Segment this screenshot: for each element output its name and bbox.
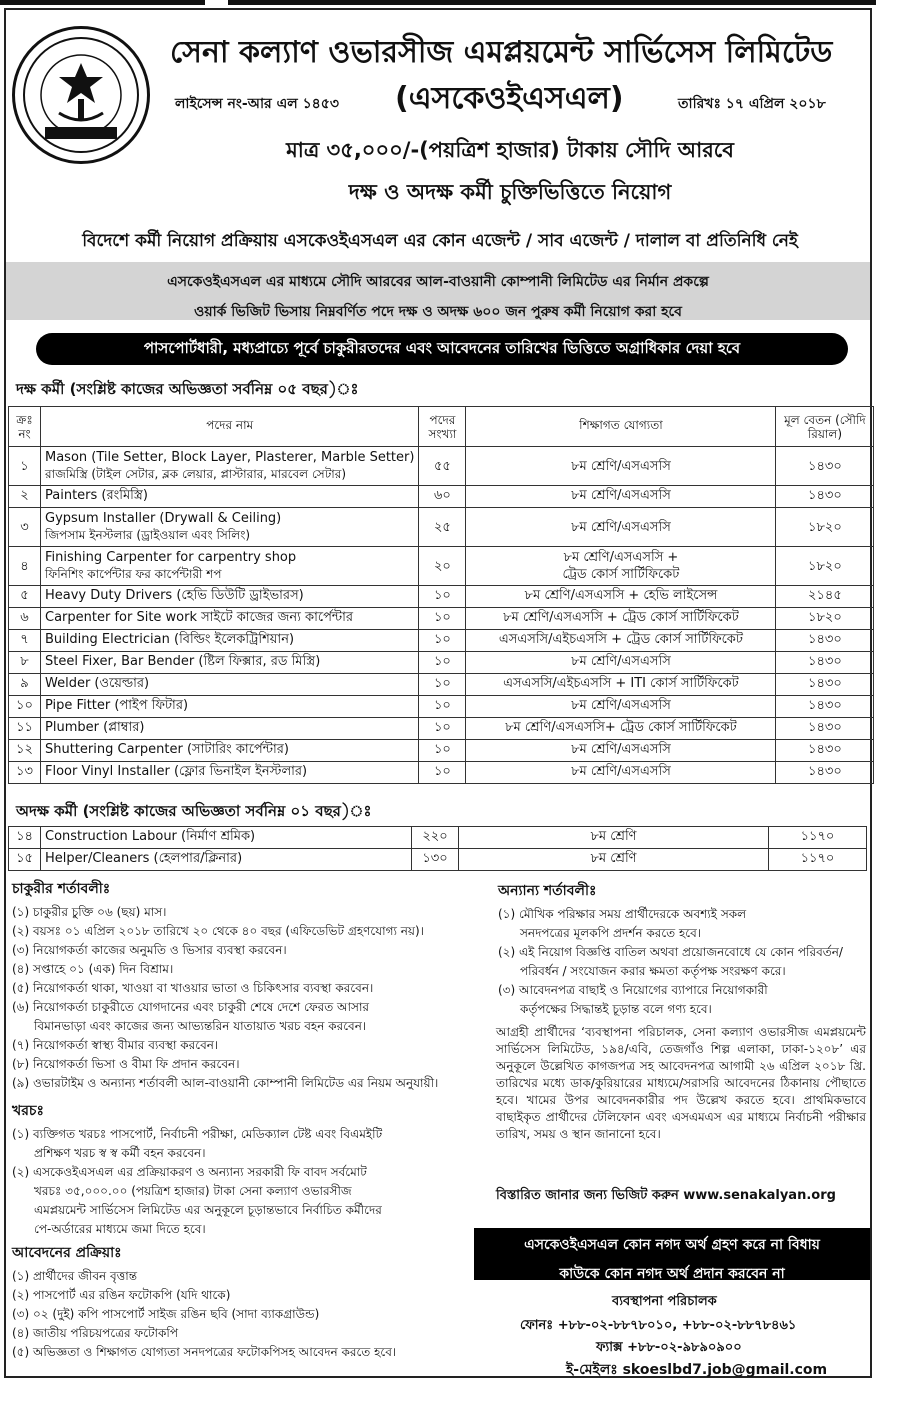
education: ৮ম শ্রেণি [590, 829, 637, 844]
education: ৮ম শ্রেণি/এসএসসি [571, 519, 671, 535]
salary: ২১৪৫ [808, 588, 842, 603]
row-post [41, 586, 419, 608]
job-term-line: (৯) ওভারটাইম ও অন্যান্য শর্তাবলী আল-বাওয়ানী কোম্পানী লিমিটেড এর নিয়ম অনুযায়ী। [12, 1076, 439, 1090]
salary: ১১৭০ [800, 829, 835, 844]
row-count [412, 849, 459, 871]
row-post [41, 849, 412, 871]
row-serial [9, 740, 41, 762]
salary: ১৪৩০ [808, 676, 842, 691]
education: ৮ম শ্রেণি/এসএসসি + ট্রেড কোর্স সার্টিফিকেট [503, 610, 739, 625]
post-name: Carpenter for Site work সাইটে কাজের জন্য কার্পেন্টার [45, 610, 354, 625]
job-terms-heading: চাকুরীর শর্তাবলীঃ [12, 881, 111, 897]
serial-number: ২ [20, 488, 29, 503]
application-line: (৩) ০২ (দুই) কপি পাসপোর্ট সাইজ রঙিন ছবি (সাদা ব্যাকগ্রাউন্ড) [12, 1307, 320, 1321]
post-count: ১০ [433, 742, 451, 757]
apply-instructions: আগ্রহী প্রার্থীদের ‘ব্যবস্থাপনা পরিচালক, সেনা কল্যাণ ওভারসীজ এমপ্লয়মেন্ট সার্ভিসেস লিমিটেড, ১৯৪/এবি, তেজগাঁও শিল্প এলাকা, ঢাকা-১২০৮’ এর অনুকূলে উল্লেখিত কাগজপত্র সহ আবেদনপত্র আগামী ২৬ এপ্রিল ২০১৮ খ্রি. তারিখের মধ্যে ডাক/কুরিয়ারের মাধ্যমে/সরাসরি আবেদনের ঠিকানায় পৌছাতে হবে। খামের উপর আবেদনকারীর পদ উল্লেখ করতে হবে। প্রাথমিকভাবে বাছাইকৃত প্রার্থীদের টেলিফোন এবং এসএমএস এর মাধ্যমে নির্বাচনী পরীক্ষার তারিখ, সময় ও স্থান জানানো হবে। [496, 1025, 866, 1141]
row-count [419, 630, 466, 652]
row-post [41, 630, 419, 652]
education: ৮ম শ্রেণি/এসএসসি [571, 698, 671, 713]
salary: ১৮২০ [808, 610, 842, 625]
row-education [466, 508, 776, 547]
salary: ১৪৩০ [808, 764, 842, 779]
post-name: Heavy Duty Drivers (হেভি ডিউটি ড্রাইভারস) [45, 588, 304, 603]
serial-number: ১১ [16, 720, 33, 735]
intro-line-2: ওয়ার্ক ভিজিট ভিসায় নিম্নবর্ণিত পদে দক্ষ ও অদক্ষ ৬০০ জন পুরুষ কর্মী নিয়োগ করা হবে [194, 304, 682, 320]
other-term-line: (৩) আবেদনপত্র বাছাই ও নিয়োগের ব্যাপারে নিয়োগকারী [498, 983, 768, 997]
salary: ১৪৩০ [808, 742, 842, 757]
col-serial: ক্রঃ নং [9, 407, 41, 447]
serial-number: ১ [20, 458, 29, 474]
table-row [9, 586, 874, 608]
row-salary [776, 652, 874, 674]
application-process [12, 1244, 396, 1362]
cash-notice-line-2: কাউকে কোন নগদ অর্থ প্রদান করবেন না [559, 1266, 785, 1282]
education: ৮ম শ্রেণি/এসএসসি [571, 654, 671, 669]
costs-heading: খরচঃ [12, 1103, 44, 1119]
post-name: Construction Labour (নির্মাণ শ্রমিক) [45, 829, 256, 844]
row-education [466, 652, 776, 674]
post-count: ১০ [433, 610, 451, 625]
headline-line-2: দক্ষ ও অদক্ষ কর্মী চুক্তিভিত্তিতে নিয়োগ [348, 180, 672, 204]
row-serial [9, 447, 41, 486]
post-name: Welder (ওয়েল্ডার) [45, 676, 150, 691]
application-line: (২) পাসপোর্ট এর রঙিন ফটোকপি (যদি থাকে) [12, 1288, 231, 1302]
row-salary [776, 718, 874, 740]
org-name: সেনা কল্যাণ ওভারসীজ এমপ্লয়মেন্ট সার্ভিসেস লিমিটেড [170, 35, 833, 70]
other-term-line: (২) এই নিয়োগ বিজ্ঞপ্তি বাতিল অথবা প্রয়োজনবোধে যে কোন পরিবর্তন/ [498, 945, 843, 959]
cash-notice-line-1: এসকেওইএসএল কোন নগদ অর্থ গ্রহণ করে না বিধায় [524, 1237, 820, 1253]
post-name: Finishing Carpenter for carpentry shop [45, 550, 297, 565]
row-serial [9, 652, 41, 674]
row-count [419, 652, 466, 674]
education: ৮ম শ্রেণি/এসএসসি [571, 458, 671, 474]
row-count [419, 740, 466, 762]
cash-notice-band [474, 1228, 870, 1280]
skilled-heading: দক্ষ কর্মী (সংশ্লিষ্ট কাজের অভিজ্ঞতা সর্বনিম্ন ০৫ বছর)ঃ [16, 380, 359, 398]
education-extra: ট্রেড কোর্স সার্টিফিকেট [562, 567, 680, 582]
row-post [41, 674, 419, 696]
row-count [419, 586, 466, 608]
signatory: ব্যবস্থাপনা পরিচালক [612, 1294, 717, 1309]
row-count [419, 508, 466, 547]
post-name: Shuttering Carpenter (সাটারিং কার্পেন্টার) [45, 742, 289, 757]
cost-line: (১) ব্যক্তিগত খরচঃ পাসপোর্ট, নির্বাচনী পরীক্ষা, মেডিক্যাল টেষ্ট এবং বিএমইটি [12, 1127, 383, 1141]
row-post [41, 652, 419, 674]
education: ৮ম শ্রেণি/এসএসসি + [563, 550, 679, 565]
table-row [9, 740, 874, 762]
serial-number: ৩ [20, 519, 29, 535]
post-name-bangla: ফিনিশিং কার্পেন্টার ফর কার্পেন্টারী শপ [45, 567, 222, 581]
company-logo [12, 26, 150, 164]
row-post [41, 547, 419, 586]
row-education [459, 849, 769, 871]
serial-number: ৪ [20, 558, 29, 574]
salary: ১১৭০ [800, 851, 835, 866]
row-serial [9, 586, 41, 608]
salary: ১৪৩০ [808, 488, 842, 503]
education: এসএসসি/এইচএসসি + ট্রেড কোর্স সার্টিফিকেট [498, 632, 743, 647]
job-term-line: (২) বয়সঃ ০১ এপ্রিল ২০১৮ তারিখে ২০ থেকে ৪০ বছর (এফিডেভিট গ্রহণযোগ্য নয়)। [12, 924, 424, 938]
row-count [419, 696, 466, 718]
job-term-line: (৭) নিয়োগকর্তা স্বাস্থ্য বীমার ব্যবস্থা করবেন। [12, 1038, 219, 1052]
row-education [466, 608, 776, 630]
post-name: Mason (Tile Setter, Block Layer, Plasterer, Marble Setter) [45, 450, 415, 465]
other-term-line: কর্তৃপক্ষের সিদ্ধান্তই চূড়ান্ত বলে গণ্য হবে। [520, 1002, 712, 1016]
row-serial [9, 762, 41, 784]
phone-numbers: ফোনঃ +৮৮-০২-৮৮৭৮০১০, +৮৮-০২-৮৮৭৮৪৬১ [520, 1318, 797, 1333]
row-education [466, 486, 776, 508]
post-count: ১০ [433, 676, 451, 691]
job-term-line: (৮) নিয়োগকর্তা ভিসা ও বীমা ফি প্রদান করবেন। [12, 1057, 240, 1071]
col-post: পদের নাম [41, 407, 419, 447]
table-row [9, 674, 874, 696]
post-count: ১০ [433, 588, 451, 603]
col-salary: মূল বেতন (সৌদি রিয়াল) [776, 407, 874, 447]
education: ৮ম শ্রেণি/এসএসসি [571, 742, 671, 757]
row-post [41, 718, 419, 740]
post-count: ২০ [433, 558, 451, 574]
table-row [9, 486, 874, 508]
skilled-rows [9, 447, 874, 784]
application-line: (৪) জাতীয় পরিচয়পত্রের ফটোকপি [12, 1326, 179, 1340]
serial-number: ৯ [20, 676, 29, 691]
salary: ১৪৩০ [808, 720, 842, 735]
cost-line: প্রশিক্ষণ খরচ স্ব স্ব কর্মী বহন করবেন। [34, 1146, 206, 1160]
row-serial [9, 630, 41, 652]
post-name: Gypsum Installer (Drywall & Ceiling) [45, 511, 282, 526]
education: ৮ম শ্রেণি/এসএসসি+ ট্রেড কোর্স সার্টিফিকেট [505, 720, 737, 735]
row-salary [776, 486, 874, 508]
serial-number: ৭ [20, 632, 29, 647]
table-row [9, 547, 874, 586]
row-education [466, 447, 776, 486]
post-name: Building Electrician (বিল্ডিং ইলেকট্রিশিয়ান) [45, 632, 295, 647]
table-row [9, 608, 874, 630]
education: ৮ম শ্রেণি [590, 851, 637, 866]
post-count: ১০ [433, 632, 451, 647]
website-line: বিস্তারিত জানার জন্য ভিজিট করুন www.senakalyan.org [496, 1188, 836, 1203]
row-serial [9, 849, 41, 871]
post-count: ১০ [433, 698, 451, 713]
education: এসএসসি/এইচএসসি + ITI কোর্স সার্টিফিকেট [503, 676, 739, 691]
row-post [41, 508, 419, 547]
application-line: (৫) অভিজ্ঞতা ও শিক্ষাগত যোগ্যতা সনদপত্রের ফটোকপিসহ আবেদন করতে হবে। [12, 1345, 397, 1359]
priority-banner: পাসপোর্টধারী, মধ্যপ্রাচ্যে পূর্বে চাকুরীরতদের এবং আবেদনের তারিখের ভিত্তিতে অগ্রাধিকার দেয়া হবে [36, 333, 848, 365]
top-rule-left [0, 0, 205, 5]
row-serial [9, 696, 41, 718]
email-address: ই-মেইলঃ skoeslbd7.job@gmail.com [566, 1362, 828, 1378]
col-education: শিক্ষাগত যোগ্যতা [466, 407, 776, 447]
serial-number: ১৫ [16, 851, 33, 866]
serial-number: ১৪ [16, 829, 33, 844]
row-count [419, 486, 466, 508]
job-term-line: (৫) নিয়োগকর্তা থাকা, খাওয়া বা খাওয়ার ভাতা ও চিকিৎসার ব্যবস্থা করবেন। [12, 981, 374, 995]
row-serial [9, 486, 41, 508]
other-terms [498, 882, 843, 1019]
post-name: Steel Fixer, Bar Bender (ষ্টিল ফিক্সার, রড মিস্ত্রি) [45, 654, 321, 669]
application-heading: আবেদনের প্রক্রিয়াঃ [12, 1245, 122, 1261]
row-count [419, 674, 466, 696]
intro-line-1: এসকেওইএসএল এর মাধ্যমে সৌদি আরবের আল-বাওয়ানী কোম্পানী লিমিটেড এর নির্মান প্রকল্পে [167, 274, 709, 290]
row-serial [9, 608, 41, 630]
job-term-line: বিমানভাড়া এবং কাজের জন্য আভ্যন্তরিন যাতায়াত খরচ বহন করবেন। [34, 1019, 367, 1033]
post-name: Plumber (প্লাম্বার) [45, 720, 145, 735]
job-term-line: (৩) নিয়োগকর্তা কাজের অনুমতি ও ভিসার ব্যবস্থা করবেন। [12, 943, 287, 957]
salary: ১৪৩০ [808, 632, 842, 647]
salary: ১৪৩০ [808, 458, 842, 474]
row-salary [776, 586, 874, 608]
emblem-icon [21, 35, 141, 155]
table-row [9, 508, 874, 547]
application-line: (১) প্রার্থীদের জীবন বৃত্তান্ত [12, 1269, 137, 1283]
table-row [9, 849, 867, 871]
post-name-bangla: জিপসাম ইনস্টলার (ড্রাইওয়াল এবং সিলিং) [45, 528, 251, 542]
table-row [9, 652, 874, 674]
post-name: Painters (রংমিস্ত্রি) [45, 488, 148, 503]
other-term-line: পরিবর্ধন / সংযোজন করার ক্ষমতা কর্তৃপক্ষ সংরক্ষণ করে। [520, 964, 786, 978]
post-count: ১০ [433, 654, 451, 669]
table-row [9, 827, 867, 849]
unskilled-heading: অদক্ষ কর্মী (সংশ্লিষ্ট কাজের অভিজ্ঞতা সর্বনিম্ন ০১ বছর)ঃ [16, 802, 372, 820]
table-row [9, 718, 874, 740]
row-salary [776, 740, 874, 762]
row-salary [776, 674, 874, 696]
serial-number: ৮ [20, 654, 29, 669]
row-post [41, 740, 419, 762]
row-salary [776, 630, 874, 652]
serial-number: ৬ [20, 610, 29, 625]
cost-line: খরচঃ ৩৫,০০০.০০ (পয়ত্রিশ হাজার) টাকা সেনা কল্যাণ ওভারসীজ [34, 1184, 352, 1198]
education: ৮ম শ্রেণি/এসএসসি + হেভি লাইসেন্স [524, 588, 718, 603]
row-education [459, 827, 769, 849]
education: ৮ম শ্রেণি/এসএসসি [571, 764, 671, 779]
other-term-line: সনদপত্রের মূলকপি প্রদর্শন করতে হবে। [520, 926, 702, 940]
row-count [419, 762, 466, 784]
salary: ১৮২০ [808, 558, 842, 574]
other-term-line: (১) মৌখিক পরিক্ষার সময় প্রার্থীদেরকে অবশ্যই সকল [498, 907, 747, 921]
row-post [41, 762, 419, 784]
unskilled-jobs-table [8, 826, 867, 871]
cost-line: (২) এসকেওইএসএল এর প্রক্রিয়াকরণ ও অন্যান্য সরকারী ফি বাবদ সর্বমোট [12, 1165, 367, 1179]
cost-line: পে-অর্ডারের মাধ্যমে জমা দিতে হবে। [34, 1222, 206, 1236]
row-post [41, 447, 419, 486]
row-count [419, 447, 466, 486]
post-name-bangla: রাজমিস্ত্রি (টাইল সেটার, ব্লক লেয়ার, প্লাস্টারার, মারবেল সেটার) [45, 467, 347, 481]
row-count [419, 718, 466, 740]
other-terms-heading: অন্যান্য শর্তাবলীঃ [498, 883, 597, 899]
table-row [9, 447, 874, 486]
post-name: Floor Vinyl Installer (ফ্লোর ভিনাইল ইনস্টলার) [45, 764, 308, 779]
row-salary [776, 608, 874, 630]
row-count [419, 608, 466, 630]
row-count [412, 827, 459, 849]
row-serial [9, 718, 41, 740]
row-salary [776, 508, 874, 547]
intro-band [6, 262, 870, 320]
top-rule-right [228, 0, 876, 5]
table-row [9, 762, 874, 784]
post-count: ৫৫ [434, 458, 451, 474]
row-education [466, 740, 776, 762]
headline-line-1: মাত্র ৩৫,০০০/-(পয়ত্রিশ হাজার) টাকায় সৌদি আরবে [286, 138, 734, 162]
table-row [9, 630, 874, 652]
row-serial [9, 508, 41, 547]
salary: ১৪৩০ [808, 654, 842, 669]
job-terms [12, 880, 438, 1093]
row-education [466, 718, 776, 740]
row-salary [776, 762, 874, 784]
row-serial [9, 827, 41, 849]
row-salary [769, 849, 867, 871]
row-education [466, 630, 776, 652]
unskilled-rows [9, 827, 867, 871]
fax-number: ফ্যাক্স +৮৮-০২-৯৮৯০৯০০ [596, 1340, 742, 1355]
row-education [466, 674, 776, 696]
row-post [41, 696, 419, 718]
row-serial [9, 674, 41, 696]
org-abbreviation: (এসকেওইএসএল) [395, 81, 624, 116]
row-post [41, 486, 419, 508]
post-count: ২৫ [433, 519, 451, 535]
job-term-line: (৪) সপ্তাহে ০১ (এক) দিন বিশ্রাম। [12, 962, 174, 976]
education: ৮ম শ্রেণি/এসএসসি [571, 488, 671, 503]
row-post [41, 827, 412, 849]
post-count: ২২০ [422, 829, 448, 844]
salary: ১৪৩০ [808, 698, 842, 713]
cost-line: এমপ্লয়মেন্ট সার্ভিসেস লিমিটেড এর অনুকূলে চূড়ান্তভাবে নির্বাচিত কর্মীদের [34, 1203, 382, 1217]
job-term-line: (৬) নিয়োগকর্তা চাকুরীতে যোগদানের এবং চাকুরী শেষে দেশে ফেরত আসার [12, 1000, 370, 1014]
row-education [466, 762, 776, 784]
post-count: ১০ [433, 720, 451, 735]
license-number: লাইসেন্স নং-আর এল ১৪৫৩ [175, 96, 339, 112]
row-salary [769, 827, 867, 849]
row-salary [776, 696, 874, 718]
costs [12, 1102, 382, 1239]
circular-date: তারিখঃ ১৭ এপ্রিল ২০১৮ [678, 96, 826, 112]
job-term-line: (১) চাকুরীর চুক্তি ০৬ (ছয়) মাস। [12, 905, 167, 919]
post-name: Pipe Fitter (পাইপ ফিটার) [45, 698, 189, 713]
row-salary [776, 447, 874, 486]
serial-number: ৫ [20, 588, 29, 603]
row-salary [776, 547, 874, 586]
row-serial [9, 547, 41, 586]
row-education [466, 547, 776, 586]
serial-number: ১০ [16, 698, 33, 713]
row-post [41, 608, 419, 630]
post-name: Helper/Cleaners (হেলপার/ক্লিনার) [45, 851, 243, 866]
row-education [466, 696, 776, 718]
skilled-jobs-table [8, 406, 874, 784]
salary: ১৮২০ [808, 519, 842, 535]
col-count: পদের সংখ্যা [419, 407, 466, 447]
post-count: ১০ [433, 764, 451, 779]
post-count: ১৩০ [422, 851, 448, 866]
table-row [9, 696, 874, 718]
post-count: ৬০ [433, 488, 451, 503]
no-agent-notice: বিদেশে কর্মী নিয়োগ প্রক্রিয়ায় এসকেওইএসএল এর কোন এজেন্ট / সাব এজেন্ট / দালাল বা প্রতিনিধি নেই [82, 231, 798, 251]
row-education [466, 586, 776, 608]
row-count [419, 547, 466, 586]
serial-number: ১২ [16, 742, 33, 757]
serial-number: ১৩ [16, 764, 33, 779]
